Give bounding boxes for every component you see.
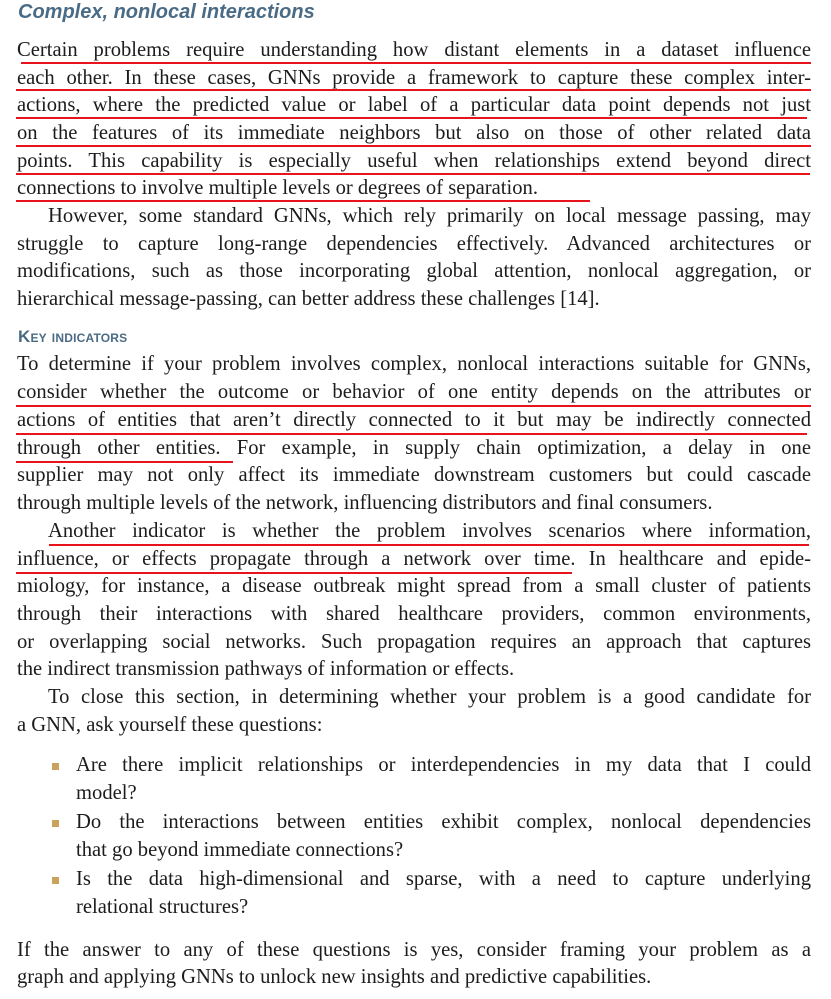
highlight-underline [16,572,572,574]
highlight-underline [16,117,807,119]
paragraph-line: points. This capability is especially useful when relationships extend beyond direct [17,150,811,172]
paragraph-line: Certain problems require understanding how distant elements in a dataset influence [17,39,811,61]
paragraph-line: struggle to capture long-range dependencies effectively. Advanced architectures or [17,233,811,255]
paragraph-line: To determine if your problem involves complex, nonlocal interactions suitable for GNNs, [17,353,811,375]
list-item-line: Do the interactions between entities exhibit complex, nonlocal dependencies [76,811,811,833]
paragraph-line: modifications, such as those incorporating global attention, nonlocal aggregation, or [17,260,811,282]
paragraph-line: actions, where the predicted value or label of a particular data point depends not just [17,94,811,116]
paragraph-line: To close this section, in determining whether your problem is a good candidate for [48,686,811,708]
paragraph-line: graph and applying GNNs to unlock new insights and predictive capabilities. [17,966,652,988]
subheading: Key indicators [18,327,128,346]
paragraph-line: a GNN, ask yourself these questions: [17,714,323,736]
highlight-underline [16,461,233,463]
bullet-icon [52,820,59,827]
paragraph-line: connections to involve multiple levels or degrees of separation. [17,177,538,199]
list-item-line: that go beyond immediate connections? [76,839,404,861]
paragraph-line: through their interactions with shared healthcare providers, common environments, [17,603,811,625]
paragraph-line: hierarchical message-passing, can better address these challenges [14]. [17,288,600,310]
paragraph-line: supplier may not only affect its immediate downstream customers but could cascade [17,464,811,486]
highlight-underline [16,433,807,435]
bullet-icon [52,877,59,884]
section-title: Complex, nonlocal interactions [18,1,315,23]
paragraph-line: each other. In these cases, GNNs provide a framework to capture these complex inter- [17,67,811,89]
list-item-line: Is the data high-dimensional and sparse, with a need to capture underlying [76,868,811,890]
paragraph-line: influence, or effects propagate through a network over time. In healthcare and epide- [17,548,811,570]
paragraph-line: actions of entities that aren’t directly connected to it but may be indirectly connected [17,409,811,431]
paragraph-line: consider whether the outcome or behavior of one entity depends on the attributes or [17,381,811,403]
paragraph-line: on the features of its immediate neighbors but also on those of other related data [17,122,811,144]
paragraph-line: the indirect transmission pathways of information or effects. [17,658,515,680]
bullet-icon [52,763,59,770]
highlight-underline [16,405,811,407]
list-item-line: model? [76,782,137,804]
paragraph-line: or overlapping social networks. Such propagation requires an approach that captures [17,631,811,653]
highlight-underline [21,62,811,64]
highlight-underline [16,173,810,175]
highlight-underline [16,145,811,147]
paragraph-line: However, some standard GNNs, which rely primarily on local message passing, may [48,205,811,227]
paragraph-line: through multiple levels of the network, influencing distributors and final consumers. [17,492,713,514]
highlight-underline [49,544,809,546]
highlight-underline [16,200,590,202]
paragraph-line: If the answer to any of these questions is yes, consider framing your problem as a [17,939,811,961]
highlight-underline [16,89,811,91]
paragraph-line: Another indicator is whether the problem involves scenarios where information, [48,520,811,542]
list-item-line: Are there implicit relationships or interdependencies in my data that I could [76,754,811,776]
list-item-line: relational structures? [76,896,249,918]
paragraph-line: through other entities. For example, in supply chain optimization, a delay in one [17,437,811,459]
paragraph-line: miology, for instance, a disease outbreak might spread from a small cluster of patients [17,575,811,597]
